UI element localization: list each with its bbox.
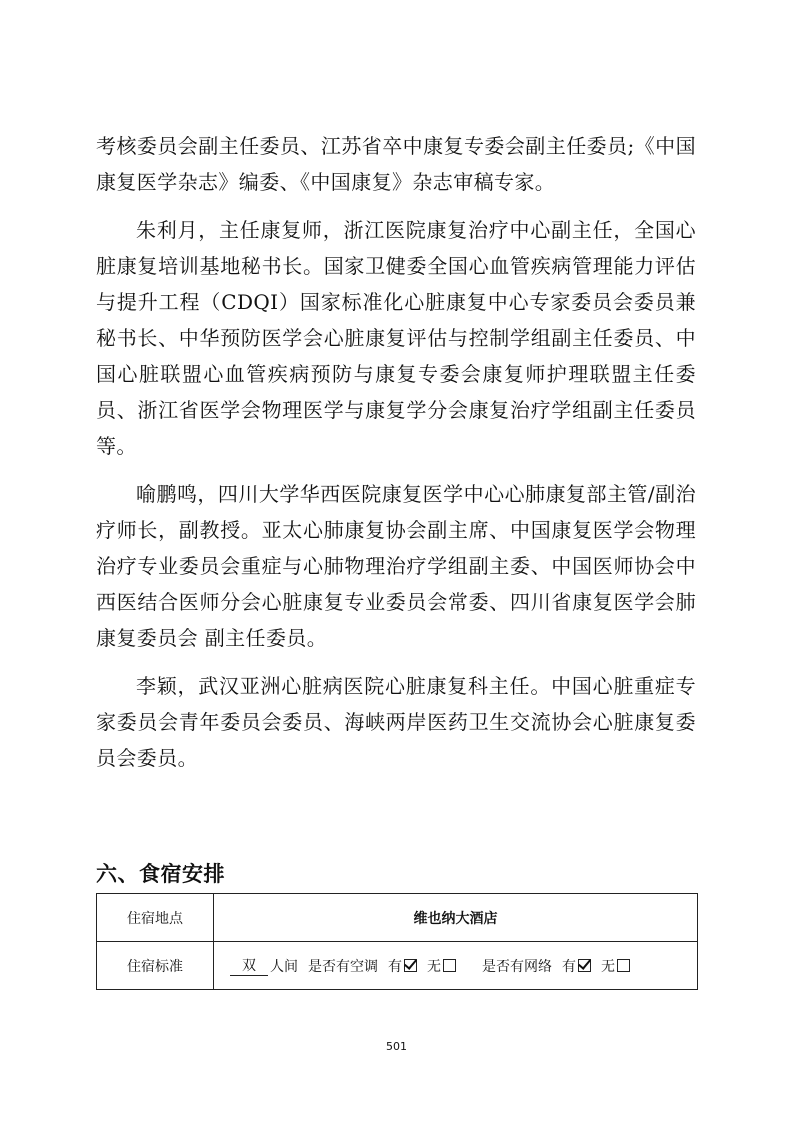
paragraph-yu-pengming: [96, 476, 696, 656]
location-value: 维也纳大酒店: [214, 894, 698, 942]
standard-options: [220, 955, 691, 976]
paragraph-li-ying: [96, 668, 696, 776]
paragraph-continuation: [96, 128, 696, 200]
body-text: [96, 128, 696, 788]
standard-value: [214, 942, 698, 990]
table-row: [97, 942, 698, 990]
paragraph-3: 喻鹏鸣，四川大学华西医院康复医学中心心肺康复部主管/副治疗师长，副教授。亚太心肺康复协会副主席、中国康复医学会物理治疗专业委员会重症与心肺物理治疗学组副主委、中国医师协会中西医结合医师分会心脏康复专业委员会常委、四川省康复医学会肺康复委员会 副主任委员。: [96, 482, 696, 650]
section-heading: 六、食宿安排: [96, 862, 225, 886]
aircon-label: 是否有空调: [308, 958, 378, 975]
network-yes-checkbox-icon: [578, 959, 591, 972]
paragraph-2: 朱利月，主任康复师，浙江医院康复治疗中心副主任，全国心脏康复培训基地秘书长。国家卫健委全国心血管疾病管理能力评估与提升工程（CDQI）国家标准化心脏康复中心专家委员会委员兼秘书长、中华预防医学会心脏康复评估与控制学组副主任委员、中国心脏联盟心血管疾病预防与康复专委会康复师护理联盟主任委员、浙江省医学会物理医学与康复学分会康复治疗学组副主任委员等。: [96, 218, 696, 458]
page-number: 501: [386, 1040, 407, 1053]
paragraph-1: 考核委员会副主任委员、江苏省卒中康复专委会副主任委员;《中国康复医学杂志》编委、《中国康复》杂志审稿专家。: [96, 134, 696, 194]
table-row: [97, 894, 698, 942]
standard-label: 住宿标准: [97, 942, 214, 990]
aircon-yes-label: 有: [388, 958, 402, 975]
aircon-no-checkbox-icon: [443, 959, 456, 972]
paragraph-4: 李颖，武汉亚洲心脏病医院心脏康复科主任。中国心脏重症专家委员会青年委员会委员、海峡两岸医药卫生交流协会心脏康复委员会委员。: [96, 674, 696, 770]
room-suffix: 人间: [270, 958, 298, 975]
network-no-checkbox-icon: [617, 959, 630, 972]
aircon-yes-checkbox-icon: [404, 959, 417, 972]
room-type-field: 双: [230, 955, 268, 976]
network-yes-label: 有: [562, 958, 576, 975]
accommodation-table: [96, 893, 698, 990]
network-no-label: 无: [601, 958, 615, 975]
aircon-no-label: 无: [427, 958, 441, 975]
paragraph-zhu-liyue: [96, 212, 696, 464]
network-label: 是否有网络: [482, 958, 552, 975]
location-label: 住宿地点: [97, 894, 214, 942]
